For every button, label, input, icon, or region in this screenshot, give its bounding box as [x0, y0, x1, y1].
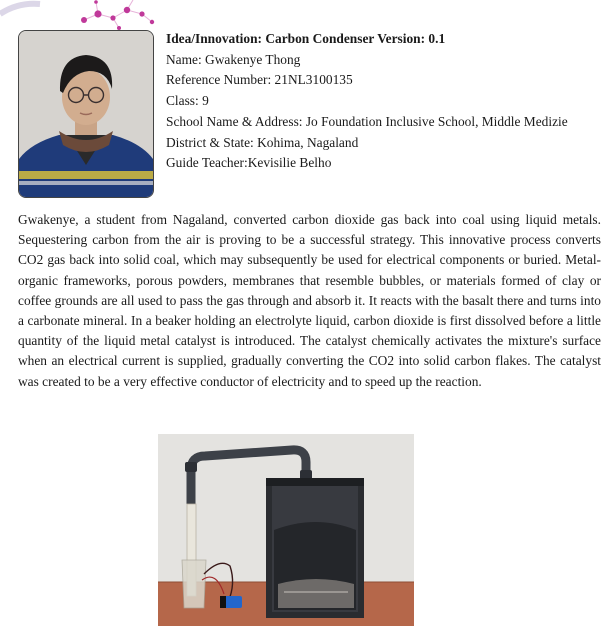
reference-number: Reference Number: 21NL3100135 [166, 72, 353, 88]
student-name: Name: Gwakenye Thong [166, 51, 301, 67]
project-description: Gwakenye, a student from Nagaland, converted carbon dioxide gas back into coal using liquid metals. Sequestering carbon from the air is proving to be a successful strategy. This innovative process converts CO2 gas back into solid coal, which may subsequently be used for electrical components or buried. Metal-organic frameworks, porous powders, membranes that resemble bubbles, or materials formed of clay or coffee grounds are all used to pass the gas through and absorb it. It reacts with the basalt there and turns into a carbonate mineral. In a beaker holding an electrolyte liquid, carbon dioxide is first dissolved before a little quantity of the liquid metal catalyst is introduced. The catalyst chemically activates the mixture's surface when an electrical current is supplied, gradually converting the CO2 into solid carbon flakes. The catalyst was created to be a very effective conductor of electricity and to speed up the reaction. [18, 212, 601, 389]
student-info [166, 29, 568, 174]
district-state: District & State: Kohima, Nagaland [166, 134, 359, 150]
school-address: School Name & Address: Jo Foundation Inclusive School, Middle Medizie [166, 113, 568, 129]
idea-title: Idea/Innovation: Carbon Condenser Version: 0.1 [166, 31, 446, 46]
project-photo [158, 434, 414, 626]
student-class: Class: 9 [166, 93, 209, 109]
student-portrait [18, 30, 154, 198]
guide-teacher: Guide Teacher:Kevisilie Belho [166, 155, 332, 171]
